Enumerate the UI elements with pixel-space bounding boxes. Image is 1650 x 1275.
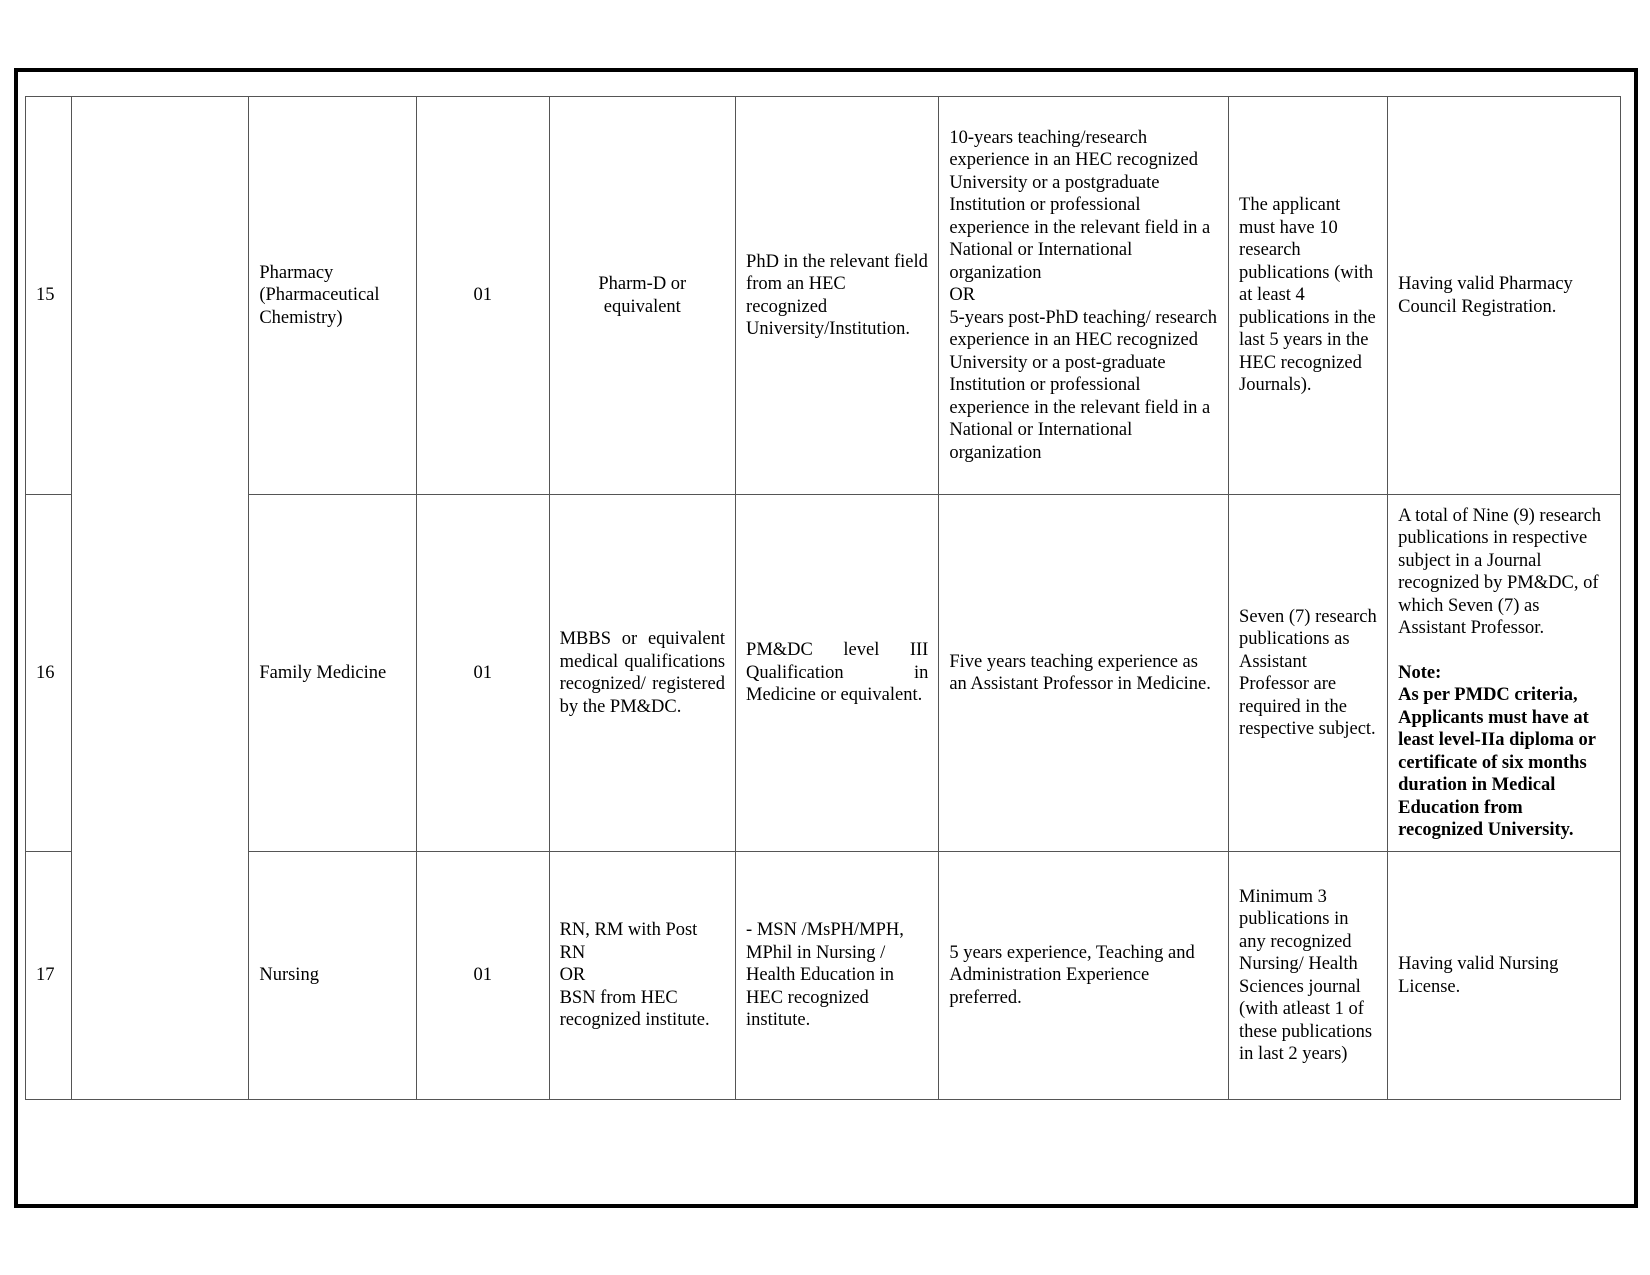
discipline-cell: Family Medicine — [249, 495, 417, 852]
experience-text: 5-years post-PhD teaching/ research experience in an HEC recognized University or a post-graduate Institution or professional experience in the relevant field in a National or International organization — [949, 307, 1217, 463]
publications-cell: Seven (7) research publications as Assistant Professor are required in the respective subject. — [1229, 495, 1388, 852]
positions-cell: 01 — [416, 97, 549, 495]
positions-cell: 01 — [416, 495, 549, 852]
basic-qualification-cell — [549, 852, 735, 1100]
experience-text: 10-years teaching/research experience in an HEC recognized University or a postgraduate Institution or professional experience in the relevant field in a National or International organization — [949, 127, 1211, 283]
other-requirements-cell — [1388, 495, 1621, 852]
higher-qualification-cell: PM&DC level III Qualification in Medicine or equivalent. — [736, 495, 939, 852]
higher-qualification-cell: - MSN /MsPH/MPH, MPhil in Nursing / Health Education in HEC recognized institute. — [736, 852, 939, 1100]
other-requirements-cell: Having valid Nursing License. — [1388, 852, 1621, 1100]
discipline-cell: Nursing — [249, 852, 417, 1100]
other-requirements-cell: Having valid Pharmacy Council Registration. — [1388, 97, 1621, 495]
qualification-line: RN, RM with Post RN — [559, 920, 698, 963]
row-number: 16 — [26, 495, 72, 852]
department-cell — [72, 97, 249, 1100]
table-row — [26, 495, 1621, 852]
note-text: As per PMDC criteria, Applicants must have at least level-IIa diploma or certificate of six months duration in Medical Education from recognized University. — [1398, 685, 1596, 840]
qualification-or: OR — [559, 965, 586, 986]
publications-cell: Minimum 3 publications in any recognized Nursing/ Health Sciences journal (with atleast 1 of these publications in last 2 years) — [1229, 852, 1388, 1100]
positions-cell: 01 — [416, 852, 549, 1100]
note-heading: Note: — [1398, 662, 1442, 683]
discipline-cell: Pharmacy (Pharmaceutical Chemistry) — [249, 97, 417, 495]
experience-cell: Five years teaching experience as an Assistant Professor in Medicine. — [939, 495, 1229, 852]
table-row — [26, 852, 1621, 1100]
experience-or: OR — [949, 285, 976, 306]
requirements-table — [25, 96, 1621, 1100]
higher-qualification-cell: PhD in the relevant field from an HEC recognized University/Institution. — [736, 97, 939, 495]
row-number: 15 — [26, 97, 72, 495]
experience-cell — [939, 97, 1229, 495]
table-row — [26, 97, 1621, 495]
other-text: A total of Nine (9) research publications in respective subject in a Journal recognized by PM&DC, of which Seven (7) as Assistant Professor. — [1398, 505, 1602, 638]
qualification-line: BSN from HEC recognized institute. — [559, 987, 710, 1031]
experience-cell: 5 years experience, Teaching and Administration Experience preferred. — [939, 852, 1229, 1100]
row-number: 17 — [26, 852, 72, 1100]
basic-qualification-cell: Pharm-D or equivalent — [549, 97, 735, 495]
publications-cell: The applicant must have 10 research publications (with at least 4 publications in the last 5 years in the HEC recognized Journals). — [1229, 97, 1388, 495]
basic-qualification-cell: MBBS or equivalent medical qualifications recognized/ registered by the PM&DC. — [549, 495, 735, 852]
